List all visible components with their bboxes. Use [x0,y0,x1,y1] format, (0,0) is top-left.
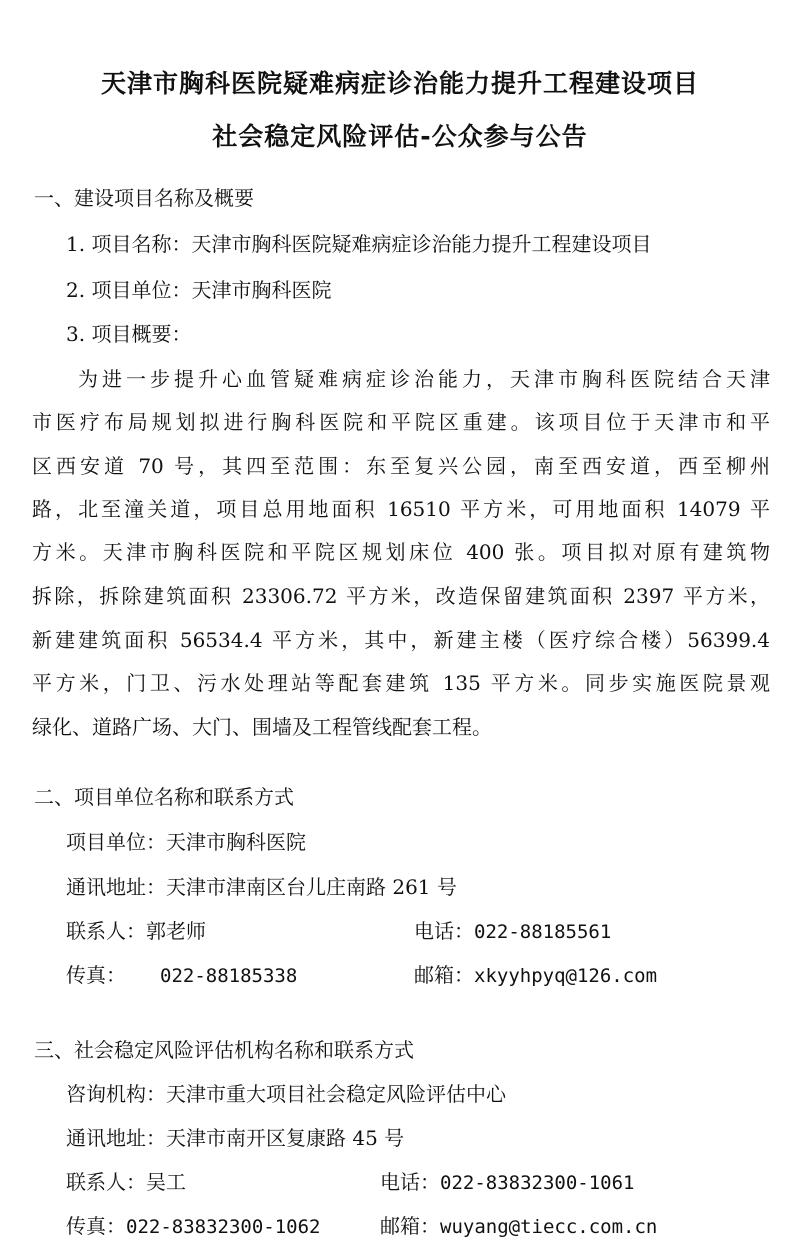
project-unit-contact: 项目单位：天津市胸科医院 [66,830,306,854]
page-title-line1: 天津市胸科医院疑难病症诊治能力提升工程建设项目 [100,69,699,98]
project-unit-address: 通讯地址：天津市津南区台儿庄南路 261 号 [66,875,457,899]
fax-label: 传真： [66,963,126,987]
overview-paragraph-line: 拆除，拆除建筑面积 23306.72 平方米，改造保留建筑面积 2397 平方米， [32,584,770,608]
project-unit-email [414,960,657,991]
page-title-line2: 社会稳定风险评估-公众参与公告 [212,122,588,151]
overview-paragraph-line: 为进一步提升心血管疑难病症诊治能力，天津市胸科医院结合天津 [78,367,770,391]
consulting-org: 咨询机构：天津市重大项目社会稳定风险评估中心 [66,1082,506,1106]
fax-label: 传真： [66,1214,126,1238]
phone-label: 电话： [380,1170,440,1194]
overview-paragraph-line: 市医疗布局规划拟进行胸科医院和平院区重建。该项目位于天津市和平 [32,410,770,434]
project-unit-contact-person: 联系人：郭老师 [66,919,206,943]
project-unit-item: 2. 项目单位：天津市胸科医院 [66,278,332,302]
fax-value: 022-88185338 [160,965,298,987]
overview-paragraph-line: 平方米，门卫、污水处理站等配套建筑 135 平方米。同步实施医院景观 [32,671,770,695]
project-name-item: 1. 项目名称：天津市胸科医院疑难病症诊治能力提升工程建设项目 [66,232,652,256]
section1-heading: 一、建设项目名称及概要 [34,186,254,210]
consulting-org-phone [380,1167,634,1198]
email-label: 邮箱： [380,1214,440,1238]
consulting-org-fax [66,1211,320,1242]
consulting-org-contact-person: 联系人：吴工 [66,1170,186,1194]
email-label: 邮箱： [414,963,474,987]
overview-paragraph-line: 路，北至潼关道，项目总用地面积 16510 平方米，可用地面积 14079 平 [32,497,770,521]
phone-value: 022-83832300-1061 [440,1172,635,1194]
phone-value: 022-88185561 [474,921,612,943]
section3-heading: 三、社会稳定风险评估机构名称和联系方式 [34,1038,414,1062]
overview-paragraph-line: 区西安道 70 号，其四至范围：东至复兴公园，南至西安道，西至柳州 [32,454,770,478]
project-overview-item: 3. 项目概要： [66,322,192,346]
project-unit-fax [66,960,297,991]
phone-label: 电话： [414,919,474,943]
overview-paragraph-line: 新建建筑面积 56534.4 平方米，其中，新建主楼（医疗综合楼）56399.4 [32,628,770,652]
fax-value: 022-83832300-1062 [126,1216,321,1238]
email-value: xkyyhpyq@126.com [474,965,658,987]
consulting-org-address: 通讯地址：天津市南开区复康路 45 号 [66,1126,405,1150]
section2-heading: 二、项目单位名称和联系方式 [34,785,294,809]
project-unit-phone [414,916,611,947]
overview-paragraph-line: 绿化、道路广场、大门、围墙及工程管线配套工程。 [32,715,492,739]
overview-paragraph-line: 方米。天津市胸科医院和平院区规划床位 400 张。项目拟对原有建筑物 [32,540,770,564]
email-value: wuyang@tiecc.com.cn [440,1216,658,1238]
consulting-org-email [380,1211,657,1242]
